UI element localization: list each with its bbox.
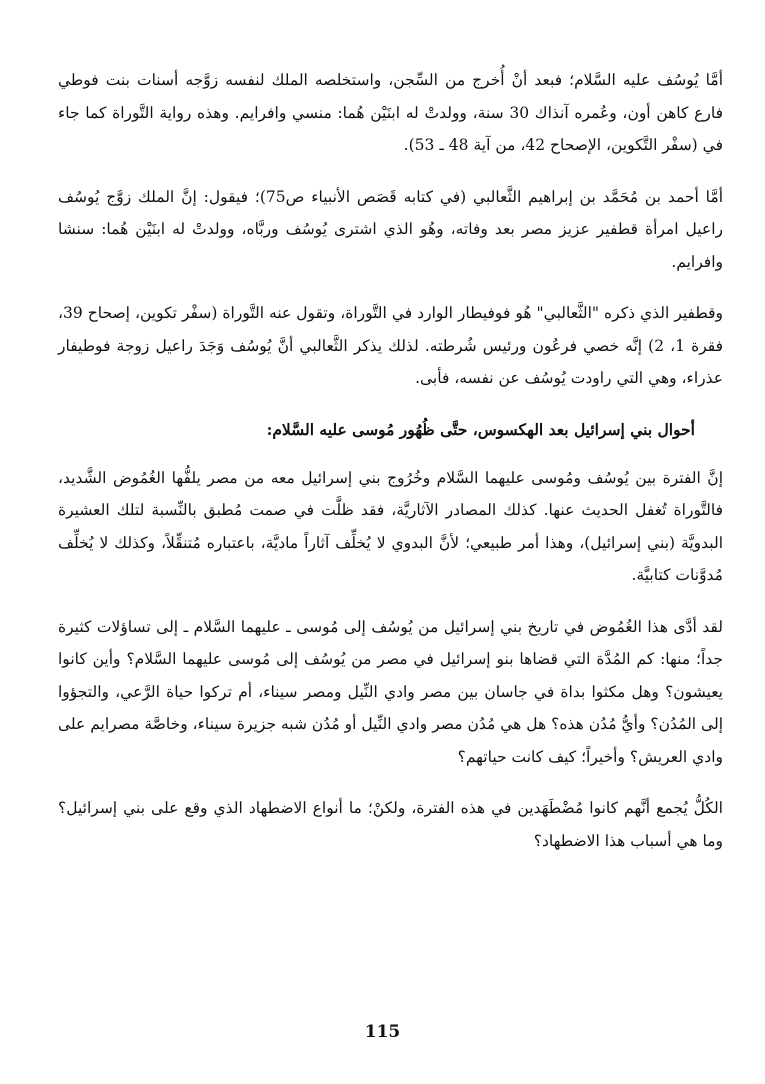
section-heading: أحوال بني إسرائيل بعد الهكسوس، حتَّى ظُهُور مُوسى عليه السَّلام: — [266, 419, 695, 439]
page-body — [58, 64, 723, 876]
paragraph-qatfir: وقطفير الذي ذكره "الثَّعالبي" هُو فوفيطار الوارد في التَّوراة، وتقول عنه التَّوراة (سفْر تكوين، إصحاح 39، فقرة 1، 2) إنَّه خصي فرعُون ورئيس شُرطته. لذلك يذكر الثَّعالبي أنَّ يُوسُف وَجَدَ راعيل زوجة فوطيفار عذراء، وهي التي راودت يُوسُف عن نفسه، فأبى. — [58, 304, 723, 387]
paragraph-joseph-marriage: أمَّا يُوسُف عليه السَّلام؛ فبعد أنْ أُخرج من السِّجن، واستخلصه الملك لنفسه زوَّجه أسنات بنت فوطي فارع كاهن أون، وعُمره آنذاك 30 سنة، وولدتْ له ابنَيْن هُما: منسي وافرايم. وهذه رواية التَّوراة كما جاء في (سفْر التَّكوين، الإصحاح 42، من آية 48 ـ 53). — [58, 71, 723, 154]
paragraph-persecution: الكُلُّ يُجمع أنَّهم كانوا مُضْطَهَدين في هذه الفترة، ولكنْ؛ ما أنواع الاضطهاد الذي وقع على بني إسرائيل؟ وما هي أسباب هذا الاضطهاد؟ — [58, 799, 723, 850]
paragraph-questions: لقد أدَّى هذا الغُمُوض في تاريخ بني إسرائيل من يُوسُف إلى مُوسى ـ عليهما السَّلام ـ إلى تساؤلات كثيرة جداً؛ منها: كم المُدَّة التي قضاها بنو إسرائيل في مصر من يُوسُف إلى مُوسى عليهما السَّلام؟ وأين كانوا يعيشون؟ وهل مكثوا بداة في جاسان بين مصر وادي النِّيل ومصر سيناء، أم تركوا حياة الرَّعي، والتجؤوا إلى المُدُن؟ وأيُّ مُدُن هذه؟ هل هي مُدُن مصر وادي النِّيل أو مُدُن شبه جزيرة سيناء، وخاصَّة مصرايم على وادي العريش؟ وأخيراً؛ كيف كانت حياتهم؟ — [58, 617, 723, 766]
paragraph-thaalibi-account: أمَّا أحمد بن مُحَمَّد بن إبراهيم الثَّعالبي (في كتابه قَصَص الأنبياء ص75)؛ فيقول: إنَّ الملك زوَّج يُوسُف راعيل امرأة قطفير عزيز مصر بعد وفاته، وهُو الذي اشترى يُوسُف وربَّاه، وولدتْ له ابنَيْن هُما: سنشا وافرايم. — [58, 187, 724, 271]
paragraph-period-obscurity: إنَّ الفترة بين يُوسُف ومُوسى عليهما السَّلام وخُرُوج بني إسرائيل معه من مصر يلفُّها الغُمُوض الشَّديد، فالتَّوراة تُغفل الحديث عنها. كذلك المصادر الآثاريَّة، فقد ظلَّت في صمت مُطبق بالنِّسبة لتلك العشيرة البدويَّة (بني إسرائيل)، وهذا أمر طبيعي؛ لأنَّ البدوي لا يُخلِّف آثاراً ماديَّة، باعتباره مُتنقِّلاً، وكذلك لا يُخلِّف مُدوَّنات كتابيَّة. — [58, 468, 723, 584]
page-number: 115 — [364, 1022, 401, 1042]
